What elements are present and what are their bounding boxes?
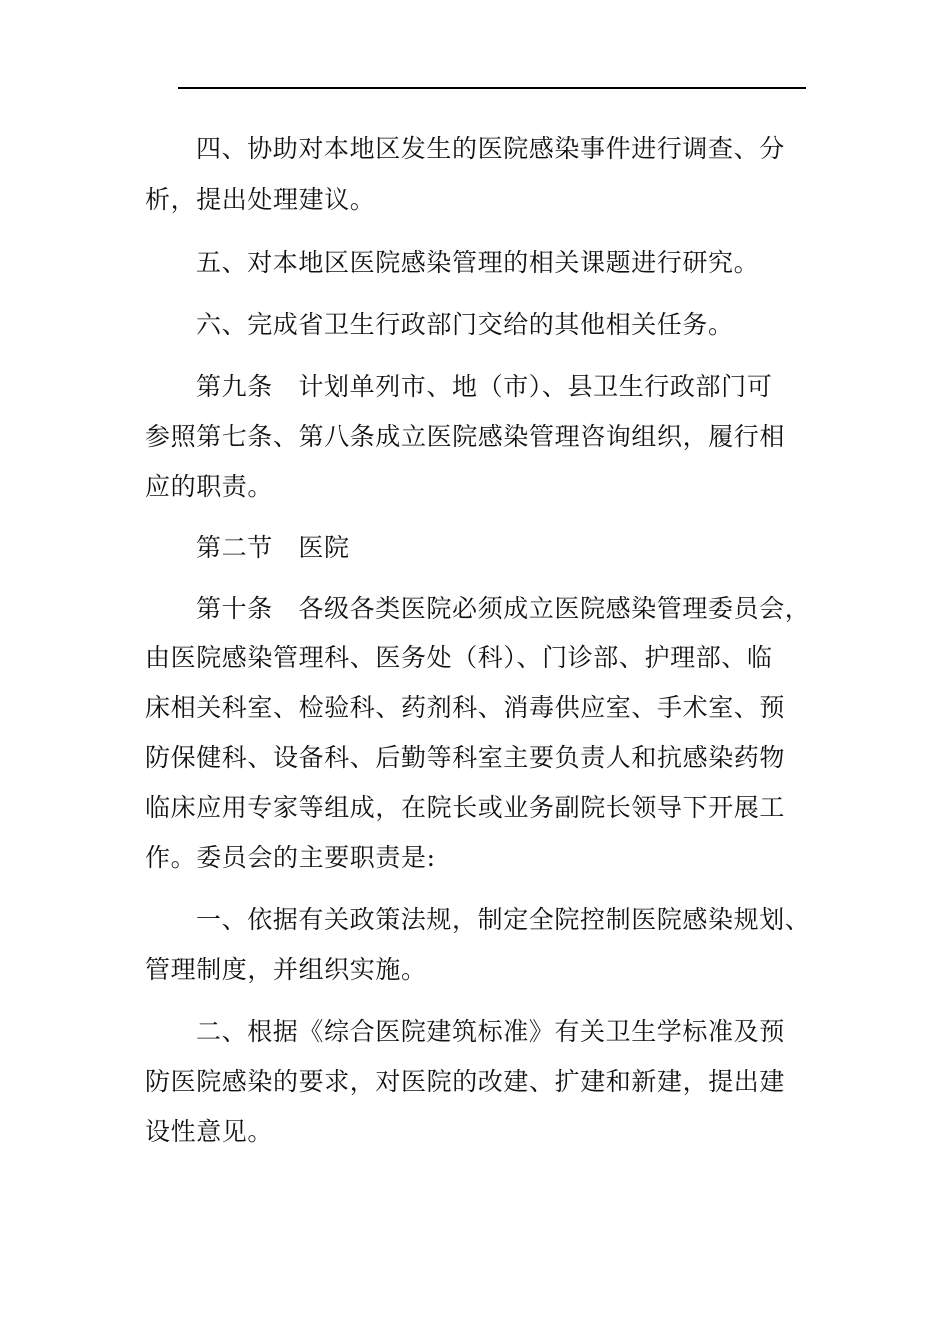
paragraph-line: 参照第七条、第八条成立医院感染管理咨询组织，履行相 bbox=[145, 422, 786, 451]
paragraph-line: 四、协助对本地区发生的医院感染事件进行调查、分 bbox=[196, 134, 785, 163]
paragraph-line: 设性意见。 bbox=[145, 1117, 274, 1146]
paragraph-line: 一、依据有关政策法规，制定全院控制医院感染规划、 bbox=[196, 905, 811, 934]
paragraph-line: 析，提出处理建议。 bbox=[145, 185, 376, 214]
paragraph-line: 防保健科、设备科、后勤等科室主要负责人和抗感染药物 bbox=[145, 743, 786, 772]
paragraph-line: 防医院感染的要求，对医院的改建、扩建和新建，提出建 bbox=[145, 1067, 786, 1096]
paragraph-line: 二、根据《综合医院建筑标准》有关卫生学标准及预 bbox=[196, 1017, 785, 1046]
paragraph-line: 管理制度，并组织实施。 bbox=[145, 955, 427, 984]
paragraph-line: 六、完成省卫生行政部门交给的其他相关任务。 bbox=[196, 310, 734, 339]
paragraph-line: 第十条 各级各类医院必须成立医院感染管理委员会， bbox=[196, 594, 811, 623]
paragraph-line: 作。委员会的主要职责是: bbox=[145, 843, 436, 872]
section-heading: 第二节 医院 bbox=[196, 533, 350, 562]
paragraph-line: 床相关科室、检验科、药剂科、消毒供应室、手术室、预 bbox=[145, 693, 786, 722]
paragraph-line: 第九条 计划单列市、地（市）、县卫生行政部门可 bbox=[196, 372, 773, 401]
paragraph-line: 应的职责。 bbox=[145, 472, 274, 501]
paragraph-line: 五、对本地区医院感染管理的相关课题进行研究。 bbox=[196, 248, 760, 277]
header-rule bbox=[178, 87, 806, 89]
paragraph-line: 由医院感染管理科、医务处（科）、门诊部、护理部、临 bbox=[145, 643, 773, 672]
paragraph-line: 临床应用专家等组成，在院长或业务副院长领导下开展工 bbox=[145, 793, 786, 822]
